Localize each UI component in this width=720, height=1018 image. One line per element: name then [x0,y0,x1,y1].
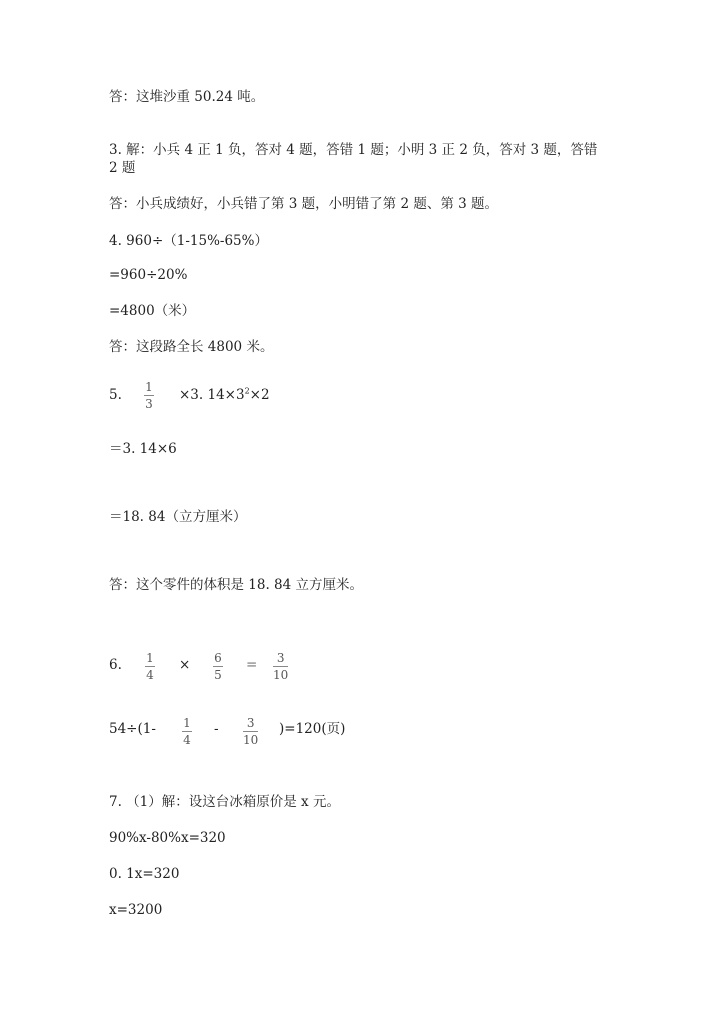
q6-fraction-3 [273,651,288,682]
fraction-bar [273,666,288,667]
q6-line2-minus: - [214,721,219,737]
q6-line2-suffix: )=120(页) [279,721,346,737]
q5-step2: ＝3. 14×6 [109,441,177,457]
fraction-bar [213,666,223,667]
q7-step2: 90%x-80%x=320 [109,830,226,846]
q7-step4: x=3200 [109,902,163,918]
q6-times-sign: × [179,657,191,673]
q4-step1: 4. 960÷（1-15%-65%） [109,233,268,249]
q6-label: 6. [109,657,122,673]
q6-f2-numerator: 6 [214,651,222,665]
q6-f3-numerator: 3 [276,651,285,665]
q6-f3-denominator: 10 [273,668,289,682]
q6-equals-sign: = [246,657,258,673]
q5-step3: ＝18. 84（立方厘米） [109,509,247,525]
q4-answer: 答：这段路全长 4800 米。 [109,339,274,355]
q4-step3: =4800（米） [109,303,196,319]
q6-f1-numerator: 1 [146,651,154,665]
q6-l2-f2-denominator: 10 [243,733,259,747]
q3-answer: 答：小兵成绩好，小兵错了第 3 题，小明错了第 2 题、第 3 题。 [109,196,499,212]
q5-expression [179,386,270,404]
q6-fraction-2 [213,651,223,682]
q3-solution-line1: 3. 解：小兵 4 正 1 负，答对 4 题，答错 1 题；小明 3 正 2 负，答对 3 题，答错 [109,142,598,158]
q5-frac-numerator: 1 [145,380,153,394]
q6-line2-prefix: 54÷(1- [109,721,156,737]
q7-step1: 7. （1）解：设这台冰箱原价是 x 元。 [109,794,340,810]
fraction-bar [144,395,154,396]
q6-line2-fraction-1 [182,716,192,747]
q5-expr-exponent: 2 [244,386,250,396]
q6-fraction-1 [145,651,155,682]
q5-answer: 答：这个零件的体积是 18. 84 立方厘米。 [109,577,364,593]
q5-expr-b: ×2 [249,387,270,403]
q6-l2-f1-numerator: 1 [183,716,191,730]
q6-l2-f2-numerator: 3 [246,716,255,730]
q5-label: 5. [109,387,122,403]
q4-step2: =960÷20% [109,267,188,283]
q7-step3: 0. 1x=320 [109,866,180,882]
answer-2-conclusion: 答：这堆沙重 50.24 吨。 [109,89,265,105]
q5-expr-a: ×3. 14×3 [179,387,245,403]
q6-f2-denominator: 5 [214,668,222,682]
q6-l2-f1-denominator: 4 [183,733,191,747]
q5-frac-denominator: 3 [145,397,153,411]
fraction-bar [182,731,192,732]
q6-f1-denominator: 4 [146,668,154,682]
q6-line2-fraction-2 [243,716,258,747]
fraction-bar [145,666,155,667]
q3-solution-line2: 2 题 [109,160,136,176]
q5-fraction [144,380,154,411]
fraction-bar [243,731,258,732]
